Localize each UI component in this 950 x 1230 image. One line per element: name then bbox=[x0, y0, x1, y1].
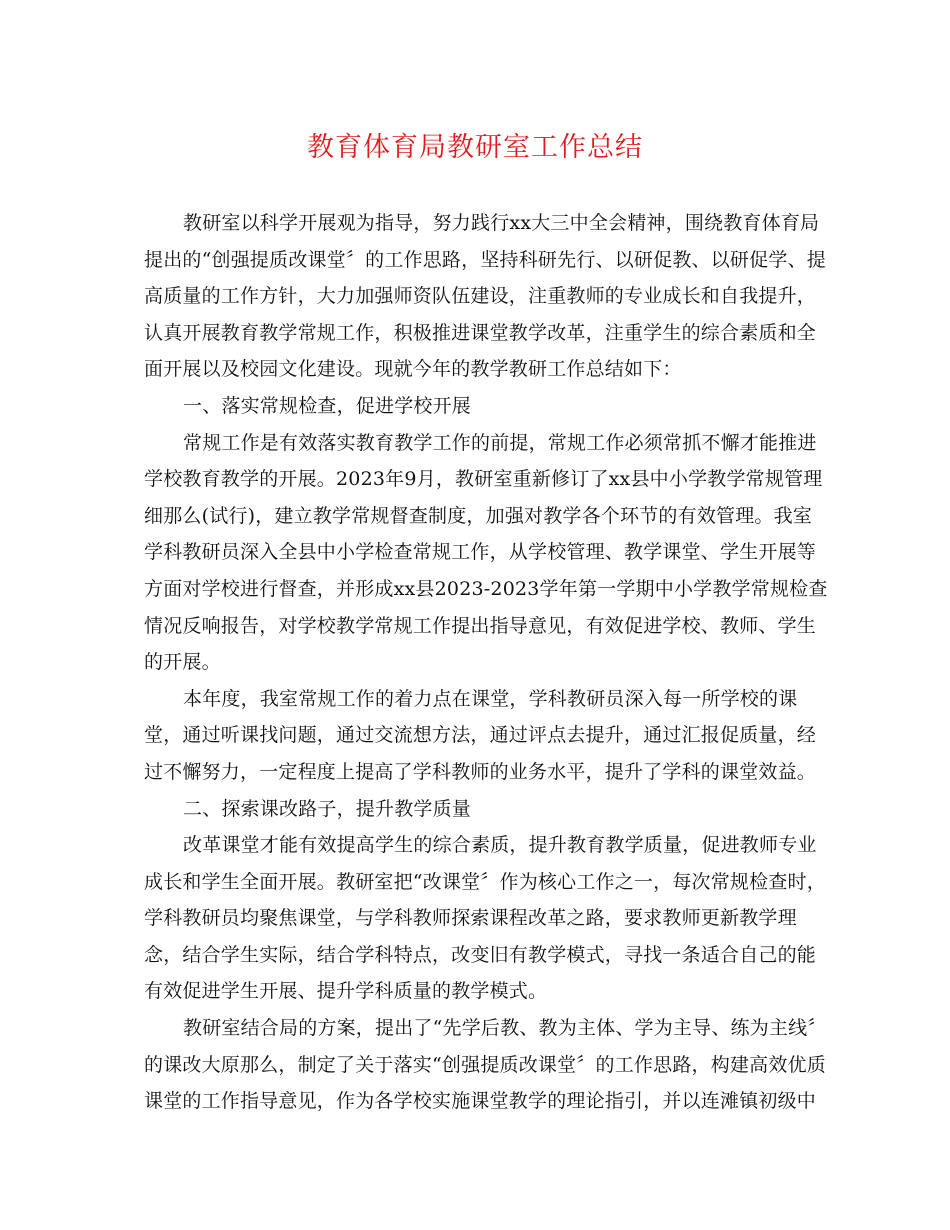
text-line: 方面对学校进行督查，并形成xx县2023-2023学年第一学期中小学教学常规检查 bbox=[144, 577, 828, 600]
text-line: 认真开展教育教学常规工作，积极推进课堂教学改革，注重学生的综合素质和全 bbox=[144, 321, 817, 344]
text-line: 念，结合学生实际，结合学科特点，改变旧有教学模式，寻找一条适合自己的能 bbox=[144, 943, 817, 966]
text-line: 常规工作是有效落实教育教学工作的前提，常规工作必须常抓不懈才能推进 bbox=[183, 431, 817, 454]
text-line: 课堂的工作指导意见，作为各学校实施课堂教学的理论指引，并以连滩镇初级中 bbox=[144, 1090, 817, 1113]
text-line: 细那么(试行)，建立教学常规督查制度，加强对教学各个环节的有效管理。我室 bbox=[144, 504, 813, 527]
section-heading: 一、落实常规检查，促进学校开展 bbox=[183, 394, 472, 417]
text-line: 学校教育教学的开展。2023年9月，教研室重新修订了xx县中小学教学常规管理 bbox=[144, 468, 823, 491]
text-line: 有效促进学生开展、提升学科质量的教学模式。 bbox=[144, 980, 548, 1003]
document-title: 教育体育局教研室工作总结 bbox=[307, 132, 643, 163]
text-line: 的课改大原那么，制定了关于落实“创强提质改课堂〞的工作思路，构建高效优质 bbox=[144, 1053, 826, 1076]
text-line: 教研室以科学开展观为指导，努力践行xx大三中全会精神，围绕教育体育局 bbox=[183, 212, 820, 234]
section-heading: 二、探索课改路子，提升教学质量 bbox=[183, 797, 472, 820]
text-line: 的开展。 bbox=[144, 651, 221, 674]
text-line: 教研室结合局的方案，提出了“先学后教、教为主体、学为主导、练为主线〞 bbox=[183, 1017, 827, 1040]
text-line: 面开展以及校园文化建设。现就今年的教学教研工作总结如下： bbox=[144, 358, 682, 381]
text-line: 学科教研员深入全县中小学检查常规工作，从学校管理、教学课堂、学生开展等 bbox=[144, 541, 817, 564]
text-line: 提出的“创强提质改课堂〞的工作思路，坚持科研先行、以研促教、以研促学、提 bbox=[144, 248, 826, 271]
document-body bbox=[144, 205, 828, 1120]
text-line: 成长和学生全面开展。教研室把“改课堂〞作为核心工作之一，每次常规检查时， bbox=[144, 870, 826, 893]
text-line: 过不懈努力，一定程度上提高了学科教师的业务水平，提升了学科的课堂效益。 bbox=[144, 760, 817, 783]
text-line: 情况反响报告，对学校教学常规工作提出指导意见，有效促进学校、教师、学生 bbox=[144, 614, 817, 637]
text-line: 高质量的工作方针，大力加强师资队伍建设，注重教师的专业成长和自我提升， bbox=[144, 285, 817, 308]
text-line: 改革课堂才能有效提高学生的综合素质，提升教育教学质量，促进教师专业 bbox=[183, 834, 817, 857]
text-line: 学科教研员均聚焦课堂，与学科教师探索课程改革之路，要求教师更新教学理 bbox=[144, 907, 797, 930]
text-line: 本年度，我室常规工作的着力点在课堂，学科教研员深入每一所学校的课 bbox=[183, 687, 798, 710]
text-line: 堂，通过听课找问题，通过交流想方法，通过评点去提升，通过汇报促质量，经 bbox=[144, 724, 817, 747]
